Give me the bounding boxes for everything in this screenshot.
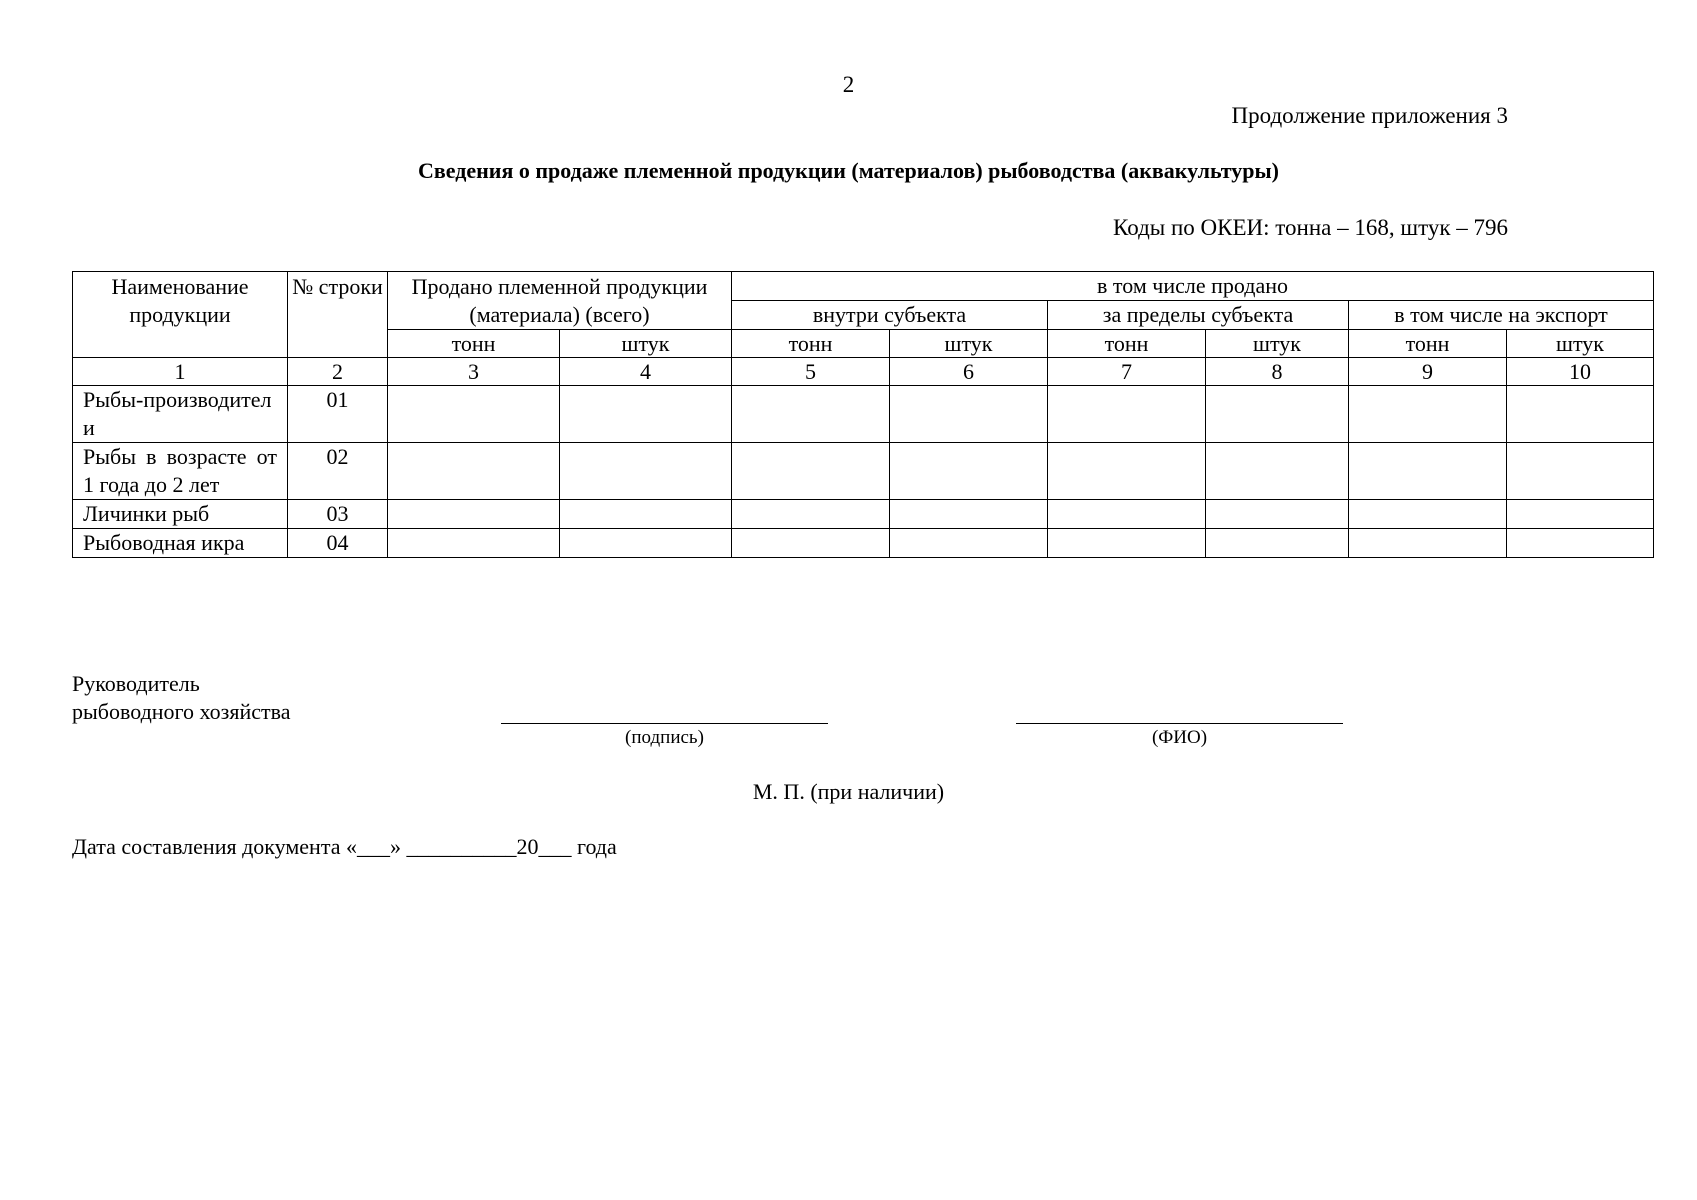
unit-tons: тонн <box>732 330 890 358</box>
column-number: 7 <box>1048 358 1206 386</box>
column-number: 8 <box>1206 358 1349 386</box>
signature-field[interactable] <box>501 723 828 724</box>
data-cell[interactable] <box>732 500 890 529</box>
okei-codes: Коды по ОКЕИ: тонна – 168, штук – 796 <box>1113 215 1508 240</box>
data-cell[interactable] <box>1349 386 1507 443</box>
unit-pieces: штук <box>560 330 732 358</box>
product-name-cell: Личинки рыб <box>73 500 288 529</box>
data-cell[interactable] <box>1507 443 1654 500</box>
header-row-number: № строки <box>288 272 388 358</box>
row-code-cell: 01 <box>288 386 388 443</box>
table-row <box>73 443 1654 500</box>
unit-pieces: штук <box>1206 330 1349 358</box>
header-product-name: Наименование продукции <box>73 272 288 358</box>
column-number: 10 <box>1507 358 1654 386</box>
data-cell[interactable] <box>388 500 560 529</box>
signatory-title-line2: рыбоводного хозяйства <box>72 699 291 724</box>
column-number: 4 <box>560 358 732 386</box>
row-code-cell: 02 <box>288 443 388 500</box>
table-row <box>73 500 1654 529</box>
column-number: 1 <box>73 358 288 386</box>
column-number: 2 <box>288 358 388 386</box>
row-code-cell: 03 <box>288 500 388 529</box>
data-cell[interactable] <box>890 443 1048 500</box>
header-sold-total: Продано племенной продукции (материала) (всего) <box>388 272 732 330</box>
data-cell[interactable] <box>890 500 1048 529</box>
data-cell[interactable] <box>1048 500 1206 529</box>
data-cell[interactable] <box>1206 500 1349 529</box>
data-cell[interactable] <box>890 529 1048 558</box>
column-number: 3 <box>388 358 560 386</box>
data-cell[interactable] <box>1349 500 1507 529</box>
column-number: 9 <box>1349 358 1507 386</box>
data-cell[interactable] <box>1048 443 1206 500</box>
table-row <box>73 529 1654 558</box>
data-cell[interactable] <box>1206 443 1349 500</box>
data-cell[interactable] <box>560 500 732 529</box>
data-cell[interactable] <box>890 386 1048 443</box>
full-name-field[interactable] <box>1016 723 1343 724</box>
page-number: 2 <box>842 72 855 97</box>
data-cell[interactable] <box>560 529 732 558</box>
sales-table <box>72 271 1654 558</box>
header-including-sold: в том числе продано <box>732 272 1654 301</box>
data-cell[interactable] <box>732 443 890 500</box>
full-name-caption: (ФИО) <box>1151 727 1208 748</box>
column-number: 5 <box>732 358 890 386</box>
data-cell[interactable] <box>1507 386 1654 443</box>
signatory-title <box>72 670 291 726</box>
header-within-subject: внутри субъекта <box>732 301 1048 330</box>
data-cell[interactable] <box>1048 529 1206 558</box>
data-cell[interactable] <box>388 443 560 500</box>
header-including-export: в том числе на экспорт <box>1349 301 1654 330</box>
data-cell[interactable] <box>732 529 890 558</box>
data-cell[interactable] <box>560 386 732 443</box>
data-cell[interactable] <box>1349 443 1507 500</box>
row-code-cell: 04 <box>288 529 388 558</box>
stamp-place: М. П. (при наличии) <box>752 779 945 804</box>
unit-tons: тонн <box>388 330 560 358</box>
data-cell[interactable] <box>1507 500 1654 529</box>
data-cell[interactable] <box>1507 529 1654 558</box>
header-outside-subject: за пределы субъекта <box>1048 301 1349 330</box>
data-cell[interactable] <box>1206 529 1349 558</box>
product-name-cell: Рыбы в возрасте от 1 года до 2 лет <box>73 443 288 500</box>
document-title: Сведения о продаже племенной продукции (материалов) рыбоводства (аквакультуры) <box>417 158 1279 183</box>
product-name-cell: Рыбы-производители <box>73 386 288 443</box>
product-name-cell: Рыбоводная икра <box>73 529 288 558</box>
data-cell[interactable] <box>1349 529 1507 558</box>
document-date-line: Дата составления документа «___» __________20___ года <box>72 834 617 859</box>
data-cell[interactable] <box>388 386 560 443</box>
signature-caption: (подпись) <box>625 727 704 748</box>
unit-tons: тонн <box>1349 330 1507 358</box>
unit-pieces: штук <box>890 330 1048 358</box>
appendix-note: Продолжение приложения 3 <box>1231 103 1508 128</box>
data-cell[interactable] <box>1048 386 1206 443</box>
signatory-title-line1: Руководитель <box>72 671 200 696</box>
unit-tons: тонн <box>1048 330 1206 358</box>
data-cell[interactable] <box>732 386 890 443</box>
column-number: 6 <box>890 358 1048 386</box>
data-cell[interactable] <box>1206 386 1349 443</box>
table-row <box>73 386 1654 443</box>
data-cell[interactable] <box>560 443 732 500</box>
unit-pieces: штук <box>1507 330 1654 358</box>
data-cell[interactable] <box>388 529 560 558</box>
